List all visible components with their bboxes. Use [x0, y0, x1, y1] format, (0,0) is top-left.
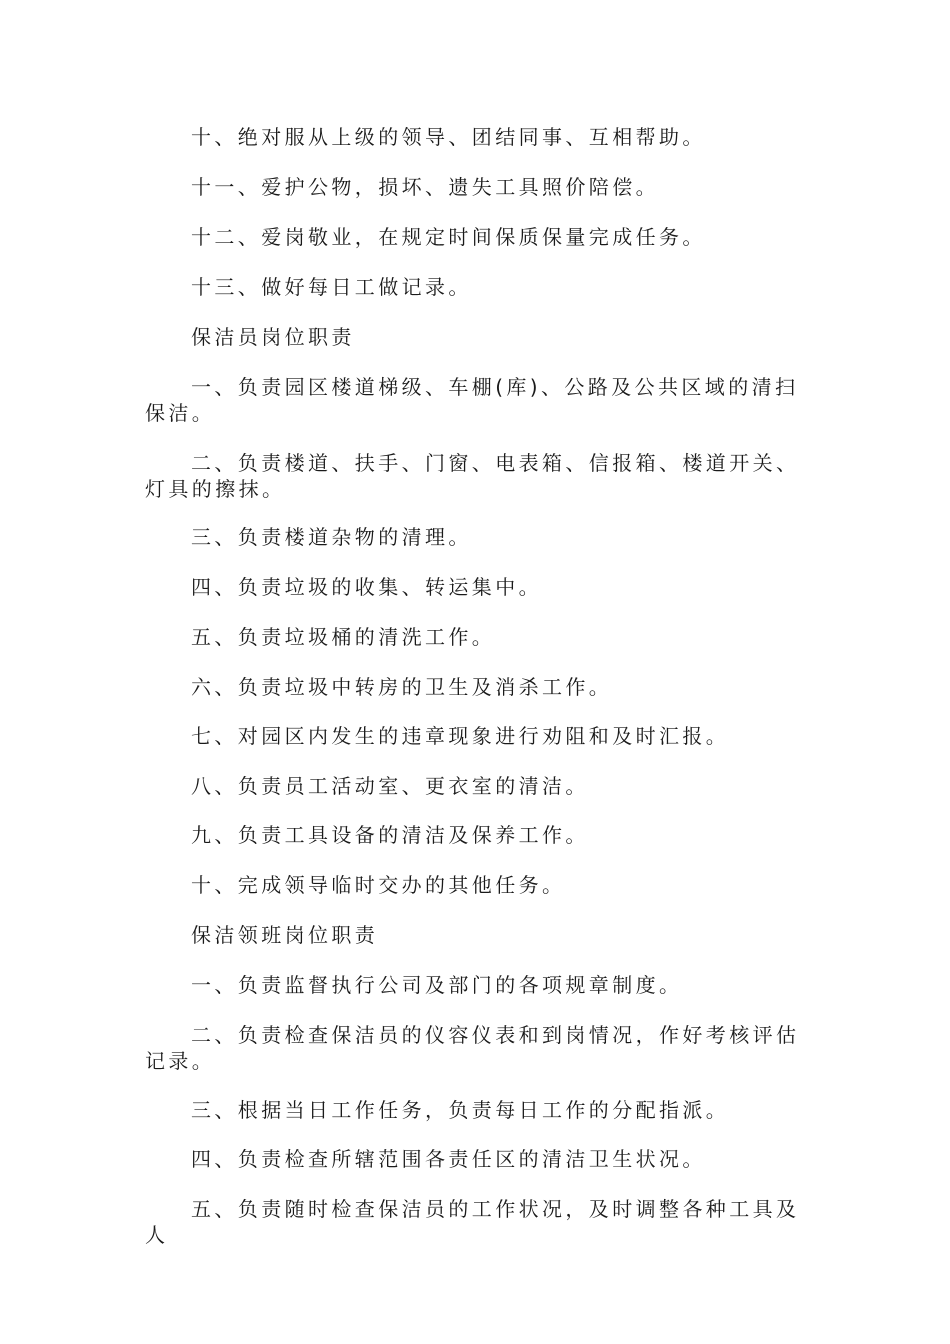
cleaner-duty-10: 十、完成领导临时交办的其他任务。	[191, 873, 566, 897]
leader-duty-4: 四、负责检查所辖范围各责任区的清洁卫生状况。	[191, 1147, 706, 1171]
cleaner-duty-9: 九、负责工具设备的清洁及保养工作。	[191, 823, 589, 847]
leader-duty-2: 二、负责检查保洁员的仪容仪表和到岗情况，作好考核评估记录。	[145, 1023, 800, 1073]
section-heading-team-leader-duties: 保洁领班岗位职责	[191, 923, 379, 947]
cleaner-duty-1: 一、负责园区楼道梯级、车棚(库)、公路及公共区域的清扫保洁。	[145, 375, 799, 425]
section-heading-cleaner-duties: 保洁员岗位职责	[191, 325, 355, 349]
cleaner-duty-7: 七、对园区内发生的违章现象进行劝阻和及时汇报。	[191, 724, 730, 748]
rule-item-11: 十一、爱护公物，损坏、遗失工具照价陪偿。	[191, 175, 659, 199]
rule-item-13: 十三、做好每日工做记录。	[191, 275, 472, 299]
cleaner-duty-6: 六、负责垃圾中转房的卫生及消杀工作。	[191, 675, 613, 699]
rule-item-12: 十二、爱岗敬业，在规定时间保质保量完成任务。	[191, 225, 706, 249]
cleaner-duty-4: 四、负责垃圾的收集、转运集中。	[191, 575, 542, 599]
rule-item-10: 十、绝对服从上级的领导、团结同事、互相帮助。	[191, 125, 706, 149]
cleaner-duty-8: 八、负责员工活动室、更衣室的清洁。	[191, 774, 589, 798]
cleaner-duty-3: 三、负责楼道杂物的清理。	[191, 525, 472, 549]
cleaner-duty-5: 五、负责垃圾桶的清洗工作。	[191, 625, 496, 649]
leader-duty-1: 一、负责监督执行公司及部门的各项规章制度。	[191, 973, 683, 997]
cleaner-duty-2: 二、负责楼道、扶手、门窗、电表箱、信报箱、楼道开关、灯具的擦抹。	[145, 451, 800, 501]
leader-duty-3: 三、根据当日工作任务，负责每日工作的分配指派。	[191, 1098, 730, 1122]
leader-duty-5: 五、负责随时检查保洁员的工作状况，及时调整各种工具及人	[145, 1197, 800, 1247]
